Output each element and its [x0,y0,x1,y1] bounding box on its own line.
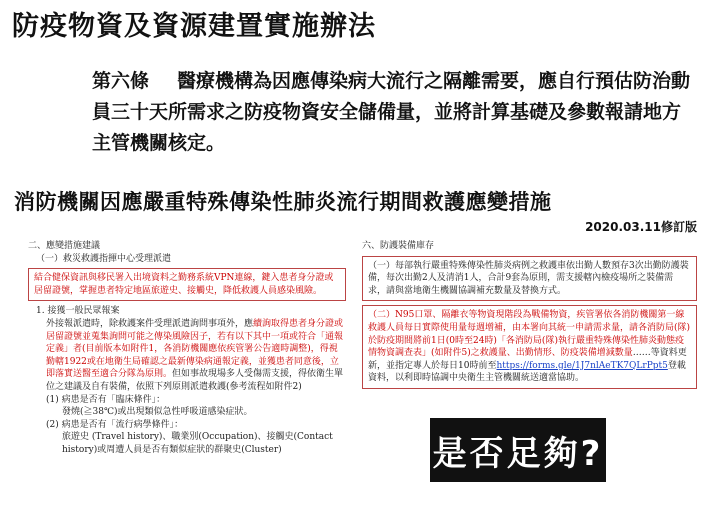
left-highlight-box [28,268,346,301]
condition-2-text: 旅遊史 (Travel history)、職業別(Occupation)、接觸史(Contact history)或周遭人員是否有類似症狀的群聚史(Cluster) [62,432,333,455]
right-box-2 [362,305,697,389]
condition-2-label: (2) 病患是否有「流行病學條件」： [46,419,184,430]
right-red-tail: ……等資料更新，並指定專人於每日10時前至 [368,348,687,371]
left-paragraph [28,318,346,394]
right-red-prefix: 增減數量 [596,348,633,359]
left-para-text: 外接報派遣時，除救護案件受理派遣詢問事項外，應 [46,318,254,329]
left-para-red: 續詢取得患者身分證或居留證號並蒐集詢問可能之傳染風險因子，若有以下其中一項或符合「通報定義」者(目前版本如附件1，各消防機關應依疾管署公告適時調整)，得視勤轄1922或在地衛生局確認之最新傳染病通報定義，並獲患者同意後，立即落實送醫至適合分隊為原則。 [46,318,344,380]
right-box-text: （一）每部執行嚴重特殊傳染性肺炎病例之救護車依出勤人數預存3次出勤防護裝備，每次出勤2人及清消1人，合計9套為原則，需支援轄內檢疫場所之裝備需求，請與當地衛生機關協調補充數量及替換方式。 [368,260,689,296]
left-box-text: 結合健保資訊與移民署入出境資料之勤務系統VPN連線，鍵入患者身分證或居留證號，掌握患者特定地區旅遊史、接觸史，降低救護人員感染風險。 [34,273,334,296]
article-text: 醫療機構為因應傳染病大流行之隔離需要，應自行預估防治動員三十天所需求之防疫物資安全儲備量，並將計算基礎及參數報請地方主管機關核定。 [92,70,691,154]
section-subtitle: 消防機關因應嚴重特殊傳染性肺炎流行期間救護應變措施 [14,190,552,214]
left-document [28,240,346,457]
condition-1-label: (1) 病患是否有「臨床條件」： [46,394,166,405]
right-document [362,240,697,393]
form-link[interactable]: https://forms.gle/1J7nlAeTK7QLrPpt5 [496,360,668,371]
left-sub2: 1. 接獲一般民眾報案 [36,306,120,317]
right-red-text: （二）N95口罩、隔離衣等物資現階段為戰備物資，疾管署依各消防機關第一線救護人員每日實際使用量每週增補，由本署向其統一申請需求量，請各消防局(隊)於防疫期間將前1日(0時至24時)「各消防局(隊)執行嚴重特殊傳染性肺炎動態疫情物資調查表」(如附件5)之救護量、出勤情形、防疫裝備 [368,310,691,359]
question-banner: 是否足夠? [430,418,606,482]
left-sub1: （一）救災救護指揮中心受理派遣 [36,253,172,264]
left-heading: 二、應變措施建議 [28,241,101,251]
left-para-tail: 但如事故現場多人受傷需支援，得依衛生單位之建議及自有裝備，依照下列原則派遣救護(參考流程如附件2) [46,369,344,392]
right-link-tail: 登載資料，以利即時協調中央衛生主管機關統送適當協助。 [368,360,686,384]
right-box-1 [362,256,697,302]
article-six [92,66,692,159]
condition-1-text: 發燒(≧38℃)或出現類似急性呼吸道感染症狀。 [62,407,253,418]
revision-date: 2020.03.11修訂版 [585,220,697,234]
right-heading: 六、防護裝備庫存 [362,241,435,251]
page-title: 防疫物資及資源建置實施辦法 [12,11,376,42]
article-label: 第六條 [92,70,150,92]
